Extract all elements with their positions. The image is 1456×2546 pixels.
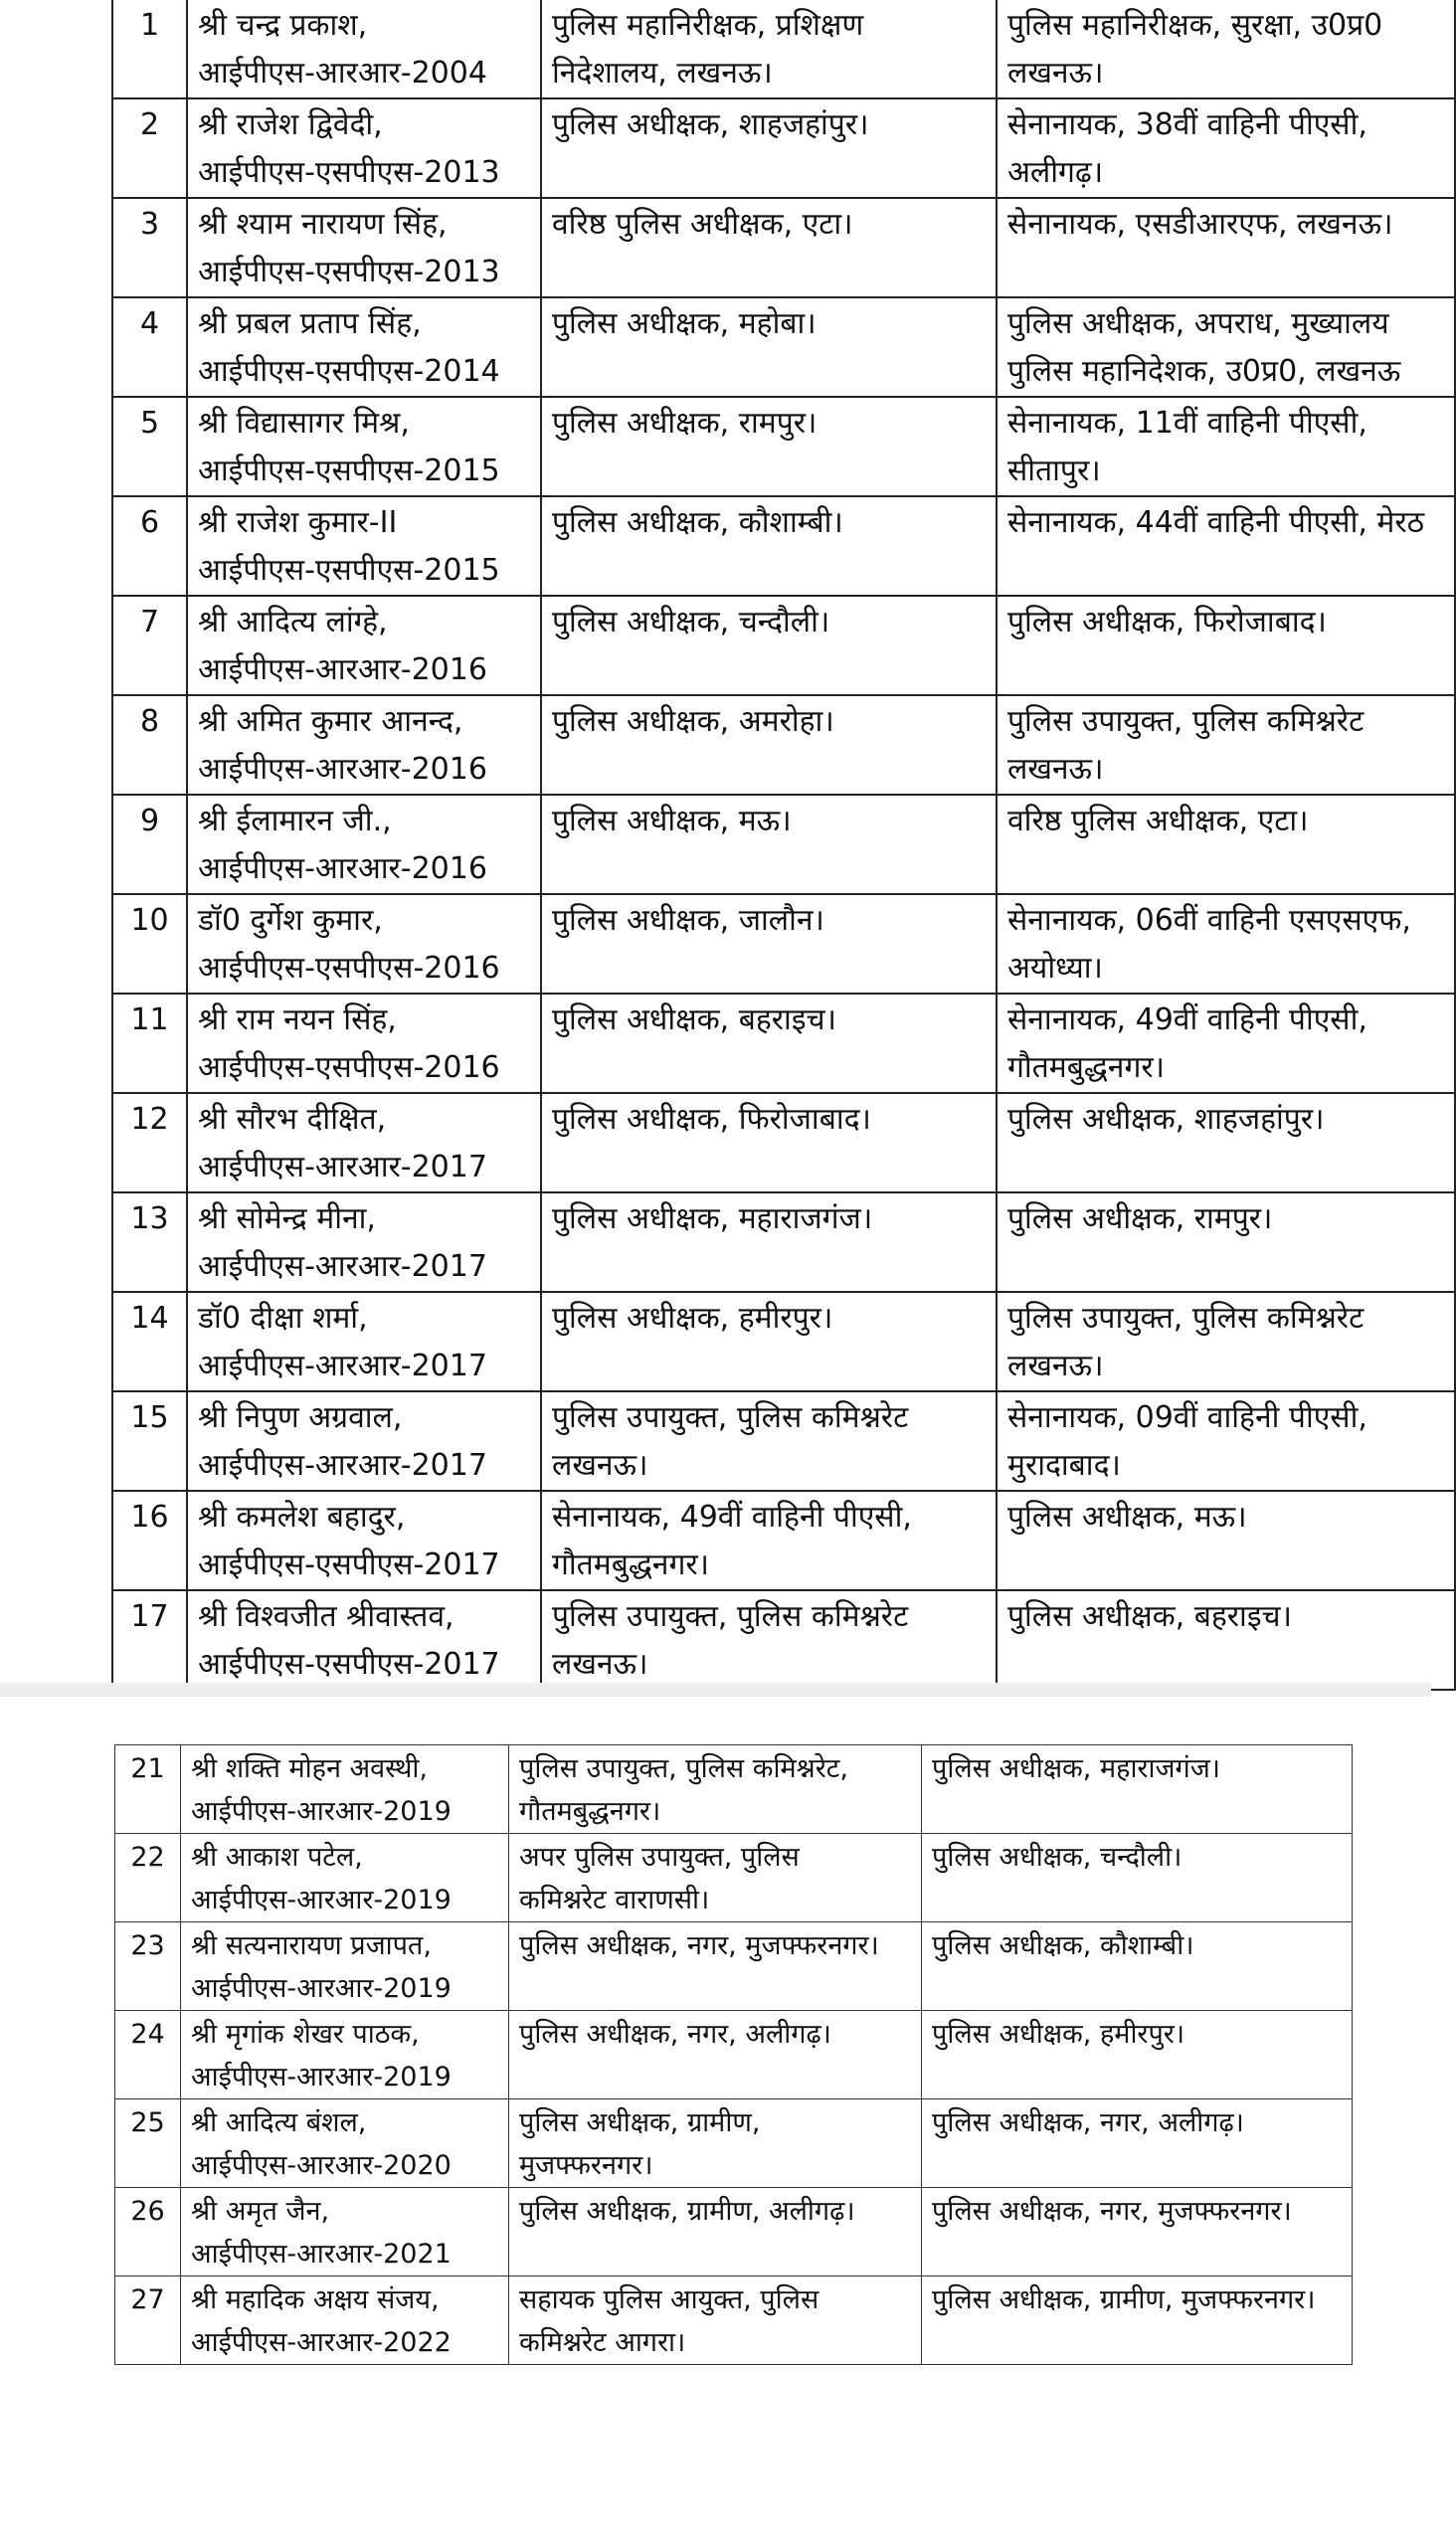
officer-name: श्री निपुण अग्रवाल, — [198, 1400, 403, 1435]
serial-number-cell: 2 — [112, 98, 187, 198]
table-row — [112, 1192, 1455, 1292]
current-posting-line: निदेशालय, लखनऊ। — [552, 56, 773, 91]
officer-cadre: आईपीएस-आरआर-2019 — [191, 1885, 452, 1915]
current-posting-line: पुलिस अधीक्षक, अमरोहा। — [552, 704, 834, 739]
serial-number-cell: 6 — [112, 496, 187, 596]
new-posting-line: पुलिस उपायुक्त, पुलिस कमिश्नरेट — [1007, 1301, 1365, 1336]
current-posting-line: पुलिस अधीक्षक, नगर, मुजफ्फरनगर। — [519, 1930, 879, 1961]
current-posting-cell — [509, 2276, 922, 2365]
officer-cell — [187, 98, 541, 198]
current-posting-line: पुलिस उपायुक्त, पुलिस कमिश्नरेट — [552, 1400, 909, 1435]
serial-number-cell: 1 — [112, 0, 187, 98]
new-posting-line: सेनानायक, 06वीं वाहिनी एसएसएफ, — [1007, 903, 1411, 938]
current-posting-line: मुजफ्फरनगर। — [519, 2150, 653, 2181]
officer-cadre: आईपीएस-एसपीएस-2014 — [198, 354, 500, 389]
new-posting-cell — [997, 894, 1455, 994]
new-posting-line: मुरादाबाद। — [1007, 1448, 1121, 1483]
new-posting-line: पुलिस अधीक्षक, मऊ। — [1007, 1500, 1247, 1535]
officer-name: श्री विश्वजीत श्रीवास्तव, — [198, 1599, 455, 1634]
current-posting-cell — [541, 795, 997, 894]
officer-cadre: आईपीएस-आरआर-2016 — [198, 851, 487, 886]
serial-number-cell: 9 — [112, 795, 187, 894]
officer-cell — [187, 0, 541, 98]
officer-cadre: आईपीएस-एसपीएस-2017 — [198, 1647, 500, 1682]
new-posting-line: सेनानायक, 11वीं वाहिनी पीएसी, — [1007, 406, 1367, 441]
new-posting-line: लखनऊ। — [1007, 1349, 1104, 1383]
officer-cell — [187, 496, 541, 596]
current-posting-cell — [541, 198, 997, 297]
officer-name: श्री अमित कुमार आनन्द, — [198, 704, 463, 739]
new-posting-line: पुलिस महानिदेशक, उ0प्र0, लखनऊ — [1007, 354, 1401, 389]
officer-name: श्री चन्द्र प्रकाश, — [198, 8, 368, 43]
current-posting-line: सहायक पुलिस आयुक्त, पुलिस — [519, 2284, 819, 2315]
current-posting-line: वरिष्ठ पुलिस अधीक्षक, एटा। — [552, 207, 853, 242]
current-posting-line: पुलिस महानिरीक्षक, प्रशिक्षण — [552, 8, 864, 43]
new-posting-line: पुलिस अधीक्षक, नगर, अलीगढ़। — [932, 2107, 1244, 2138]
officer-cadre: आईपीएस-आरआर-2019 — [191, 1973, 452, 2004]
officer-name: डॉ0 दुर्गेश कुमार, — [198, 903, 383, 938]
serial-number-cell: 23 — [115, 1922, 181, 2011]
current-posting-line: पुलिस अधीक्षक, बहराइच। — [552, 1002, 836, 1037]
current-posting-cell — [541, 1590, 997, 1690]
new-posting-line: पुलिस अधीक्षक, अपराध, मुख्यालय — [1007, 306, 1389, 341]
new-posting-cell — [922, 2011, 1353, 2099]
serial-number-cell: 27 — [115, 2276, 181, 2365]
new-posting-cell — [922, 2188, 1353, 2276]
transfer-table-top-body — [112, 0, 1455, 1690]
officer-cadre: आईपीएस-एसपीएस-2016 — [198, 1050, 500, 1085]
serial-number-cell: 15 — [112, 1391, 187, 1491]
new-posting-line: सेनानायक, 38वीं वाहिनी पीएसी, — [1007, 107, 1367, 142]
officer-cell — [181, 2276, 509, 2365]
officer-name: श्री विद्यासागर मिश्र, — [198, 406, 410, 441]
officer-cadre: आईपीएस-आरआर-2004 — [198, 56, 487, 91]
new-posting-cell — [997, 1391, 1455, 1491]
new-posting-line: पुलिस अधीक्षक, चन्दौली। — [932, 1842, 1183, 1873]
current-posting-cell — [541, 297, 997, 397]
officer-cell — [181, 2099, 509, 2188]
transfer-table-top — [111, 0, 1456, 1691]
new-posting-cell — [922, 1922, 1353, 2011]
officer-name: श्री आदित्य बंशल, — [191, 2107, 367, 2138]
serial-number-cell: 7 — [112, 596, 187, 695]
table-row — [112, 894, 1455, 994]
officer-cell — [187, 297, 541, 397]
table-row — [112, 397, 1455, 496]
officer-cell — [187, 1491, 541, 1590]
officer-cell — [187, 1093, 541, 1192]
serial-number-cell: 5 — [112, 397, 187, 496]
current-posting-line: अपर पुलिस उपायुक्त, पुलिस — [519, 1842, 800, 1873]
officer-cadre: आईपीएस-आरआर-2022 — [191, 2327, 452, 2358]
new-posting-line: सीतापुर। — [1007, 454, 1101, 488]
officer-name: डॉ0 दीक्षा शर्मा, — [198, 1301, 368, 1336]
new-posting-cell — [997, 1093, 1455, 1192]
current-posting-line: लखनऊ। — [552, 1448, 648, 1483]
officer-name: श्री अमृत जैन, — [191, 2196, 330, 2227]
new-posting-line: पुलिस अधीक्षक, शाहजहांपुर। — [1007, 1102, 1325, 1137]
serial-number-cell: 24 — [115, 2011, 181, 2099]
current-posting-line: कमिश्नरेट वाराणसी। — [519, 1885, 710, 1915]
transfer-table-bottom-body — [115, 1745, 1353, 2365]
table-row — [115, 1834, 1353, 1922]
officer-cadre: आईपीएस-आरआर-2016 — [198, 752, 487, 787]
current-posting-cell — [509, 1834, 922, 1922]
officer-name: श्री कमलेश बहादुर, — [198, 1500, 406, 1535]
officer-name: श्री आदित्य लांग्हे, — [198, 605, 388, 639]
new-posting-line: गौतमबुद्धनगर। — [1007, 1050, 1165, 1085]
table-row — [115, 2188, 1353, 2276]
officer-cell — [187, 795, 541, 894]
current-posting-line: पुलिस अधीक्षक, हमीरपुर। — [552, 1301, 833, 1336]
new-posting-line: पुलिस उपायुक्त, पुलिस कमिश्नरेट — [1007, 704, 1365, 739]
new-posting-cell — [997, 1292, 1455, 1391]
current-posting-line: गौतमबुद्धनगर। — [552, 1547, 709, 1582]
officer-cell — [187, 1391, 541, 1491]
serial-number-cell: 13 — [112, 1192, 187, 1292]
current-posting-cell — [541, 1491, 997, 1590]
table-row — [115, 2276, 1353, 2365]
new-posting-line: अयोध्या। — [1007, 951, 1103, 986]
new-posting-cell — [997, 1192, 1455, 1292]
table-row — [112, 297, 1455, 397]
officer-name: श्री सत्यनारायण प्रजापत, — [191, 1930, 432, 1961]
current-posting-cell — [541, 98, 997, 198]
serial-number-cell: 16 — [112, 1491, 187, 1590]
current-posting-cell — [541, 596, 997, 695]
new-posting-line: लखनऊ। — [1007, 752, 1104, 787]
table-row — [112, 0, 1455, 98]
table-row — [112, 1093, 1455, 1192]
table-row — [112, 1491, 1455, 1590]
new-posting-line: वरिष्ठ पुलिस अधीक्षक, एटा। — [1007, 804, 1309, 838]
new-posting-cell — [922, 1745, 1353, 1834]
current-posting-cell — [509, 2188, 922, 2276]
serial-number-cell: 8 — [112, 695, 187, 795]
officer-cadre: आईपीएस-एसपीएस-2015 — [198, 454, 500, 488]
serial-number-cell: 11 — [112, 994, 187, 1093]
officer-cell — [181, 2011, 509, 2099]
document-page-bottom — [0, 1697, 1431, 2546]
current-posting-cell — [509, 2011, 922, 2099]
officer-name: श्री आकाश पटेल, — [191, 1842, 363, 1873]
officer-name: श्री ईलामारन जी., — [198, 804, 392, 838]
serial-number-cell: 12 — [112, 1093, 187, 1192]
current-posting-line: पुलिस अधीक्षक, कौशाम्बी। — [552, 505, 843, 540]
current-posting-line: पुलिस अधीक्षक, नगर, अलीगढ़। — [519, 2019, 831, 2050]
officer-cadre: आईपीएस-आरआर-2017 — [198, 1249, 487, 1284]
current-posting-cell — [541, 397, 997, 496]
transfer-table-bottom — [114, 1744, 1353, 2365]
table-row — [112, 98, 1455, 198]
serial-number-cell: 25 — [115, 2099, 181, 2188]
table-row — [112, 795, 1455, 894]
officer-cadre: आईपीएस-आरआर-2019 — [191, 2062, 452, 2092]
serial-number-cell: 14 — [112, 1292, 187, 1391]
new-posting-cell — [997, 297, 1455, 397]
table-row — [112, 1391, 1455, 1491]
officer-name: श्री राजेश द्विवेदी, — [198, 107, 383, 142]
new-posting-line: अलीगढ़। — [1007, 155, 1104, 190]
current-posting-cell — [509, 1745, 922, 1834]
new-posting-cell — [997, 397, 1455, 496]
serial-number-cell: 4 — [112, 297, 187, 397]
officer-cell — [187, 894, 541, 994]
officer-cell — [187, 397, 541, 496]
current-posting-line: पुलिस अधीक्षक, महाराजगंज। — [552, 1201, 873, 1236]
new-posting-cell — [997, 596, 1455, 695]
current-posting-line: पुलिस अधीक्षक, फिरोजाबाद। — [552, 1102, 871, 1137]
table-row — [112, 1590, 1455, 1690]
serial-number-cell: 3 — [112, 198, 187, 297]
officer-cadre: आईपीएस-एसपीएस-2017 — [198, 1547, 500, 1582]
current-posting-cell — [541, 1192, 997, 1292]
serial-number-cell: 21 — [115, 1745, 181, 1834]
officer-cell — [187, 1590, 541, 1690]
officer-cadre: आईपीएस-आरआर-2016 — [198, 652, 487, 687]
officer-cadre: आईपीएस-एसपीएस-2013 — [198, 255, 500, 289]
table-row — [112, 695, 1455, 795]
current-posting-cell — [541, 0, 997, 98]
officer-cadre: आईपीएस-आरआर-2017 — [198, 1349, 487, 1383]
officer-cadre: आईपीएस-आरआर-2017 — [198, 1448, 487, 1483]
officer-cell — [187, 596, 541, 695]
page-separator — [0, 1683, 1431, 1697]
new-posting-cell — [997, 994, 1455, 1093]
table-row — [112, 1292, 1455, 1391]
officer-cadre: आईपीएस-एसपीएस-2013 — [198, 155, 500, 190]
current-posting-line: कमिश्नरेट आगरा। — [519, 2327, 686, 2358]
new-posting-cell — [997, 496, 1455, 596]
officer-cell — [181, 1922, 509, 2011]
new-posting-line: लखनऊ। — [1007, 56, 1104, 91]
current-posting-line: पुलिस अधीक्षक, महोबा। — [552, 306, 817, 341]
current-posting-line: गौतमबुद्धनगर। — [519, 1796, 661, 1827]
table-row — [112, 994, 1455, 1093]
current-posting-cell — [541, 994, 997, 1093]
officer-cell — [187, 198, 541, 297]
table-row — [115, 2011, 1353, 2099]
officer-name: श्री राजेश कुमार-II — [198, 505, 398, 540]
new-posting-line: सेनानायक, 49वीं वाहिनी पीएसी, — [1007, 1002, 1367, 1037]
current-posting-cell — [541, 1292, 997, 1391]
officer-cell — [187, 1192, 541, 1292]
new-posting-cell — [997, 1590, 1455, 1690]
current-posting-line: पुलिस अधीक्षक, चन्दौली। — [552, 605, 830, 639]
new-posting-cell — [997, 695, 1455, 795]
officer-name: श्री महादिक अक्षय संजय, — [191, 2284, 440, 2315]
new-posting-cell — [922, 2099, 1353, 2188]
table-row — [112, 596, 1455, 695]
current-posting-line: लखनऊ। — [552, 1647, 648, 1682]
new-posting-line: पुलिस महानिरीक्षक, सुरक्षा, उ0प्र0 — [1007, 8, 1383, 43]
officer-name: श्री सौरभ दीक्षित, — [198, 1102, 387, 1137]
new-posting-line: पुलिस अधीक्षक, महाराजगंज। — [932, 1753, 1220, 1784]
current-posting-line: पुलिस अधीक्षक, शाहजहांपुर। — [552, 107, 869, 142]
new-posting-line: पुलिस अधीक्षक, कौशाम्बी। — [932, 1930, 1194, 1961]
new-posting-line: पुलिस अधीक्षक, रामपुर। — [1007, 1201, 1273, 1236]
officer-cadre: आईपीएस-आरआर-2021 — [191, 2239, 452, 2270]
officer-cell — [187, 1292, 541, 1391]
officer-name: श्री श्याम नारायण सिंह, — [198, 207, 448, 242]
current-posting-line: पुलिस अधीक्षक, ग्रामीण, — [519, 2107, 761, 2138]
current-posting-cell — [541, 894, 997, 994]
new-posting-line: सेनानायक, 09वीं वाहिनी पीएसी, — [1007, 1400, 1367, 1435]
current-posting-line: पुलिस उपायुक्त, पुलिस कमिश्नरेट, — [519, 1753, 848, 1784]
new-posting-cell — [997, 1491, 1455, 1590]
officer-cadre: आईपीएस-आरआर-2020 — [191, 2150, 452, 2181]
officer-name: श्री सोमेन्द्र मीना, — [198, 1201, 376, 1236]
current-posting-line: सेनानायक, 49वीं वाहिनी पीएसी, — [552, 1500, 912, 1535]
serial-number-cell: 17 — [112, 1590, 187, 1690]
current-posting-cell — [541, 1093, 997, 1192]
new-posting-cell — [997, 0, 1455, 98]
officer-cadre: आईपीएस-आरआर-2019 — [191, 1796, 452, 1827]
new-posting-cell — [997, 198, 1455, 297]
officer-cell — [181, 1745, 509, 1834]
current-posting-line: पुलिस अधीक्षक, जालौन। — [552, 903, 824, 938]
current-posting-cell — [541, 496, 997, 596]
new-posting-cell — [922, 1834, 1353, 1922]
serial-number-cell: 22 — [115, 1834, 181, 1922]
table-row — [112, 198, 1455, 297]
officer-cell — [187, 994, 541, 1093]
officer-name: श्री प्रबल प्रताप सिंह, — [198, 306, 422, 341]
current-posting-cell — [541, 695, 997, 795]
table-row — [115, 1922, 1353, 2011]
officer-name: श्री मृगांक शेखर पाठक, — [191, 2019, 420, 2050]
table-row — [115, 2099, 1353, 2188]
current-posting-line: पुलिस अधीक्षक, ग्रामीण, अलीगढ़। — [519, 2196, 855, 2227]
table-row — [112, 496, 1455, 596]
officer-name: श्री शक्ति मोहन अवस्थी, — [191, 1753, 428, 1784]
current-posting-cell — [509, 1922, 922, 2011]
serial-number-cell: 26 — [115, 2188, 181, 2276]
new-posting-line: पुलिस अधीक्षक, फिरोजाबाद। — [1007, 605, 1327, 639]
new-posting-line: पुलिस अधीक्षक, हमीरपुर। — [932, 2019, 1185, 2050]
officer-cadre: आईपीएस-एसपीएस-2016 — [198, 951, 500, 986]
current-posting-line: पुलिस अधीक्षक, रामपुर। — [552, 406, 818, 441]
officer-cell — [181, 1834, 509, 1922]
officer-cell — [187, 695, 541, 795]
table-row — [115, 1745, 1353, 1834]
officer-name: श्री राम नयन सिंह, — [198, 1002, 397, 1037]
officer-cadre: आईपीएस-आरआर-2017 — [198, 1150, 487, 1184]
serial-number-cell: 10 — [112, 894, 187, 994]
current-posting-line: पुलिस अधीक्षक, मऊ। — [552, 804, 792, 838]
officer-cell — [181, 2188, 509, 2276]
new-posting-line: पुलिस अधीक्षक, ग्रामीण, मुजफ्फरनगर। — [932, 2284, 1316, 2315]
new-posting-line: पुलिस अधीक्षक, बहराइच। — [1007, 1599, 1292, 1634]
new-posting-cell — [997, 795, 1455, 894]
officer-cadre: आईपीएस-एसपीएस-2015 — [198, 553, 500, 588]
new-posting-cell — [922, 2276, 1353, 2365]
current-posting-cell — [509, 2099, 922, 2188]
new-posting-cell — [997, 98, 1455, 198]
current-posting-line: पुलिस उपायुक्त, पुलिस कमिश्नरेट — [552, 1599, 909, 1634]
current-posting-cell — [541, 1391, 997, 1491]
new-posting-line: सेनानायक, एसडीआरएफ, लखनऊ। — [1007, 207, 1393, 242]
new-posting-line: पुलिस अधीक्षक, नगर, मुजफ्फरनगर। — [932, 2196, 1292, 2227]
new-posting-line: सेनानायक, 44वीं वाहिनी पीएसी, मेरठ — [1007, 505, 1425, 540]
